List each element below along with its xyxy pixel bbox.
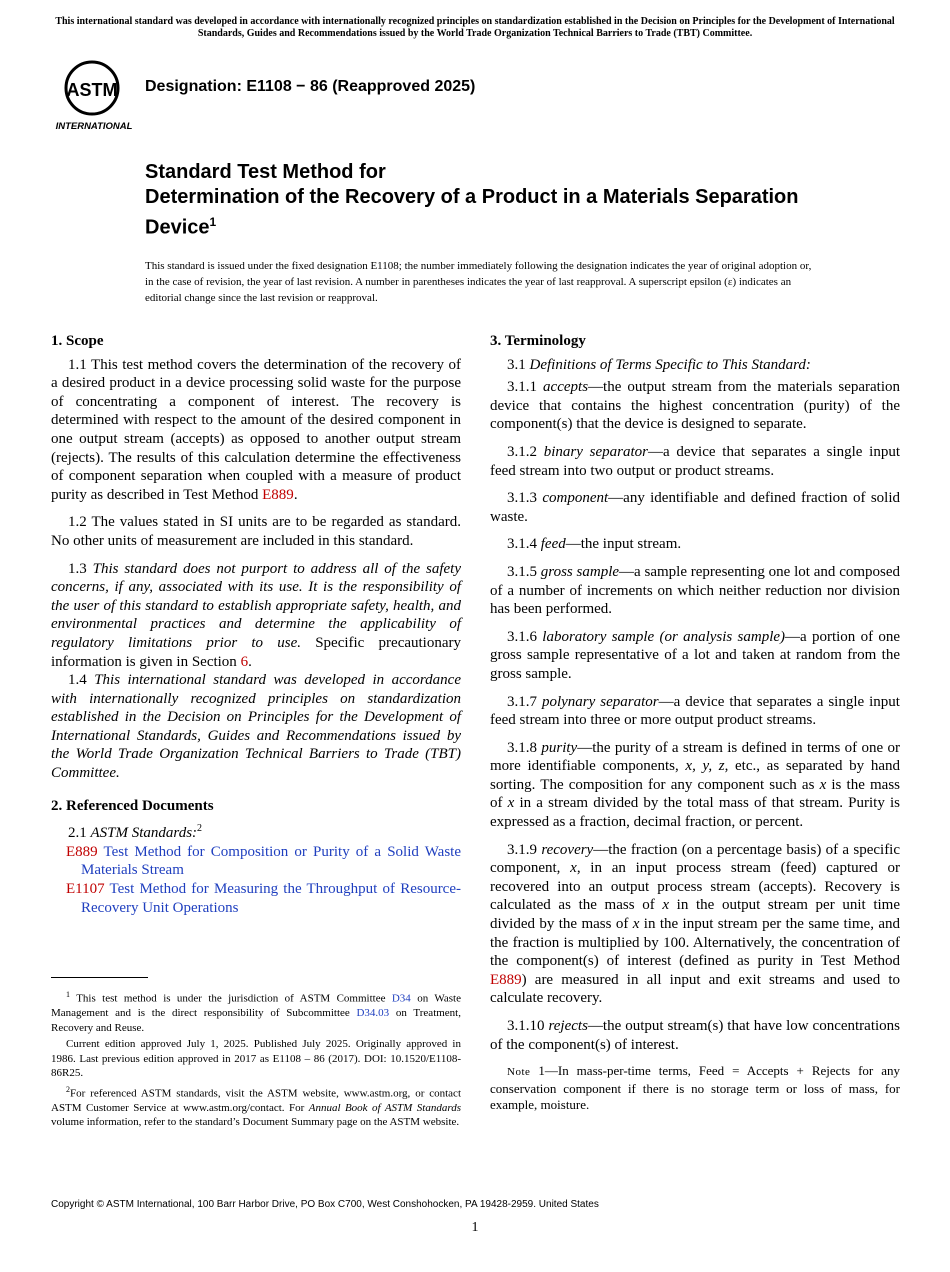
section-heading-scope: 1. Scope	[51, 333, 104, 349]
logo-mark: ASTM	[66, 80, 118, 100]
edition-note: Current edition approved July 1, 2025. Published July 2025. Originally approved in 1986. Last previous edition approved in 2017 as E1108 – 86 (2017). DOI: 10.1520/E1108-86R25.	[51, 1038, 461, 1080]
footnote-2: $^2$For referenced ASTM standards, visit the ASTM website, www.astm.org, or contact ASTM Customer Service at www.astm.org/contact. For Annual Book of ASTM Standards volume information, refer to the standard’s Document Summary page on the ASTM website.	[51, 1084, 461, 1129]
term-3-1-2: 3.1.2 binary separator—a device that separates a single input feed stream into two output or product streams.	[490, 443, 901, 479]
logo-sub: INTERNATIONAL	[55, 121, 133, 132]
ref-item-e889[interactable]: E889 Test Method for Composition or Purity of a Solid Waste Materials Stream	[66, 843, 461, 879]
term-3-1-4: 3.1.4 feed—the input stream.	[507, 536, 682, 553]
link-d34[interactable]: D34	[391, 992, 411, 1005]
term-3-1-5: 3.1.5 gross sample—a sample representing one lot and composed of a number of increments on which neither reduction nor division has been performed.	[490, 563, 901, 618]
para-1-1: 1.1 This test method covers the determination of the recovery of a desired product in a device processing solid waste for the purpose of concentrating a component of interest. The recovery is determined with respect to the amount of the desired component in one output stream (accepts) as opposed to another output stream (rejects). The results of this calculation determine the effectiveness of component separation when coupled with a measure of product purity as described in Test Method E889.	[51, 356, 461, 503]
term-3-1-6: 3.1.6 laboratory sample (or analysis sample)—a portion of one gross sample representative of a lot and taken at random from the gross sample.	[490, 628, 901, 682]
term-3-1-7: 3.1.7 polynary separator—a device that separates a single input feed stream into three or more output product streams.	[490, 693, 900, 729]
footnote-1: $^1$ This test method is under the jurisdiction of ASTM Committee D34 on Waste Management and is the direct responsibility of Subcommittee D34.03 on Treatment, Recovery and Reuse.	[51, 990, 461, 1034]
copyright: Copyright © ASTM International, 100 Barr Harbor Drive, PO Box C700, West Conshohocken, PA 19428-2959. United States	[51, 1199, 599, 1210]
para-1-2: 1.2 The values stated in SI units are to be regarded as standard. No other units of measurement are included in this standard.	[51, 514, 461, 549]
right-column	[490, 332, 900, 1123]
para-3-1: 3.1 Definitions of Terms Specific to This Standard:	[507, 356, 811, 373]
designation: Designation: E1108 − 86 (Reapproved 2025)	[145, 78, 476, 95]
link-e889[interactable]: E889	[262, 486, 294, 503]
document-title	[145, 160, 845, 241]
title-line-2: Determination of the Recovery of a Product in a Materials Separation Device$^1$	[145, 186, 799, 239]
term-3-1-10: 3.1.10 rejects—the output stream(s) that have low concentrations of the component(s) of interest.	[490, 1018, 901, 1053]
para-1-4: 1.4 This international standard was developed in accordance with internationally recognized principles on standardization established in the Decision on Principles for the Development of International Standards, Guides and Recommendations issued by the World Trade Organization Technical Barriers to Trade (TBT) Committee.	[51, 672, 461, 782]
term-3-1-3: 3.1.3 component—any identifiable and defined fraction of solid waste.	[490, 490, 900, 525]
note-1: Note 1—In mass-per-time terms, Feed = Accepts + Rejects for any conservation component if there is no storage term or loss of mass, for example, moisture.	[490, 1063, 901, 1113]
top-notice: This international standard was developed in accordance with internationally recognized principles on standardization established in the Decision on Principles for the Development of International Standards, Guides and Recommendations issued by the World Trade Organization Technical Barriers to Trade (TBT) Committee.	[55, 16, 895, 39]
page-number: 1	[471, 1220, 479, 1235]
term-3-1-1: 3.1.1 accepts—the output stream from the materials separation device that contains the highest concentration (purity) of the component(s) that the device is designed to separate.	[490, 379, 901, 433]
issued-note: This standard is issued under the fixed designation E1108; the number immediately following the designation indicates the year of original adoption or, in the case of revision, the year of last revision. A number in parentheses indicates the year of last reapproval. A superscript epsilon (ε) indicates an editorial change since the last revision or reapproval.	[145, 260, 812, 304]
footnotes	[51, 988, 461, 1132]
link-e889-terminology[interactable]: E889	[490, 971, 522, 988]
section-heading-refs: 2. Referenced Documents	[51, 797, 214, 814]
term-3-1-9: 3.1.9 recovery—the fraction (on a percentage basis) of a specific component, x, in an input process stream (feed) captured or recovered into an output process stream (accepts). Recovery is calculated as the mass of x in the output stream per unit time divided by the mass of x in the input stream per the same time, and the fraction is multiplied by 100. Alternatively, the concentration of the component(s) of interest (defined as purity in Test Method E889) are measured in all input and exit streams and used to calculate recovery.	[490, 841, 901, 1007]
term-3-1-8: 3.1.8 purity—the purity of a stream is defined in terms of one or more identifiable components, x, y, z, etc., as separated by hand sorting. The composition for any component such as x is the mass of x in a stream divided by the total mass of that stream. Purity is expressed as a fraction, decimal fraction, or percent.	[490, 739, 900, 831]
ref-item-e1107[interactable]: E1107 Test Method for Measuring the Throughput of Resource-Recovery Unit Operations	[66, 881, 461, 916]
title-footnote-ref[interactable]: 1	[209, 215, 217, 229]
para-1-3: 1.3 This standard does not purport to address all of the safety concerns, if any, associated with its use. It is the responsibility of the user of this standard to establish appropriate safety, health, and environmental practices and determine the applicability of regulatory limitations prior to use. Specific precautionary information is given in Section 6.	[51, 560, 462, 670]
footnote-rule	[51, 977, 148, 978]
link-d34-03[interactable]: D34.03	[356, 1007, 390, 1020]
left-column	[51, 332, 461, 917]
para-2-1: 2.1 ASTM Standards:$^2$	[68, 823, 203, 842]
section-heading-terminology: 3. Terminology	[490, 333, 586, 349]
astm-logo-icon	[54, 58, 134, 132]
title-line-1: Standard Test Method for	[145, 161, 386, 183]
link-section-6[interactable]: 6	[240, 653, 249, 670]
